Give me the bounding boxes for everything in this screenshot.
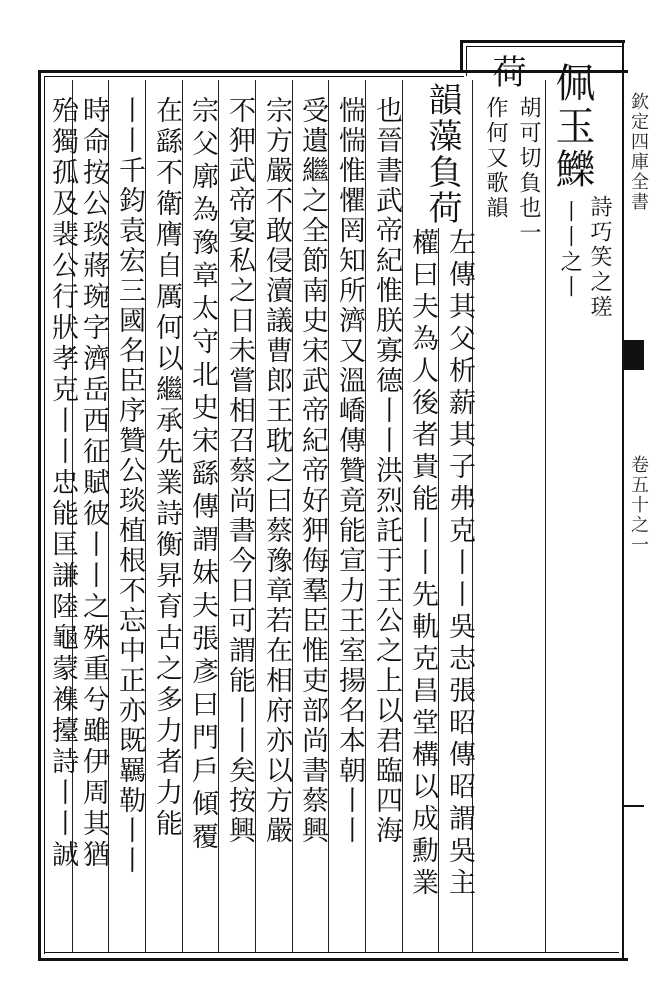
text-column-10: 丨丨千鈞袁宏三國名臣序贊公琰植根不忘中正亦既羈勒丨丨 [114,96,145,876]
text-column-7: 不狎武帝宴私之日未嘗相召蔡尚書今日可謂能丨丨矣按興 [224,96,255,846]
column-separator [365,80,366,952]
margin-volume: 卷五十之一 [628,455,649,555]
frame-bottom-line [38,958,628,961]
column-separator [328,80,329,952]
header-tab-left-inner-border [466,46,467,76]
fish-tail-mark [622,340,644,370]
column-separator [292,80,293,952]
text-column-6: 宗方嚴不敢侵瀆議曹郎王耽之曰蔡豫章若在相府亦以方嚴 [261,96,292,846]
frame-top-inner-line [44,76,464,77]
column-separator [545,80,546,952]
text-column-8: 宗父廓為豫章太守北史宋繇傳謂妹夫張彥曰門戶傾覆 [187,96,218,855]
text-column-11: 時命按公琰蔣琬字濟岳西征賦彼丨丨之殊重兮雖伊周其猶 [78,96,109,871]
margin-book-title: 欽定四庫全書 [628,92,649,212]
column-separator [182,80,183,952]
entry-head-char: 荷 [486,54,526,90]
header-tab-left-border [460,40,463,72]
frame-right-line [622,40,624,958]
column-separator [402,80,403,952]
column-separator [218,80,219,952]
column-separator [145,80,146,952]
header-sub: 詩巧笑之瑳 [587,195,612,320]
header-tab-border [460,40,625,43]
book-name: 佩玉鱳 [549,62,595,191]
frame-bottom-inner-line [44,952,619,953]
subhead-title: 韻藻負荷 [422,82,462,226]
frame-top-line [38,70,628,73]
text-column-9: 在繇不衛膺自厲何以繼承先業詩衡昇育古之多力者力能 [151,96,182,840]
text-column-2: 權曰夫為人後者貴能丨丨先軌克昌堂構以成勳業 [407,228,438,900]
frame-left-inner-line [44,76,45,954]
text-column-12: 殆獨孤及裴公行狀孝克丨丨忠能匡謙陸龜蒙襍擡詩丨丨誠 [47,96,78,871]
column-separator [255,80,256,952]
entry-reading-1: 胡可切負也一 [516,96,541,246]
column-separator [438,228,439,952]
text-column-5: 受遺繼之全節南史宋武帝紀帝好狎侮羣臣惟吏部尚書蔡興 [297,96,328,846]
header-tab-inner-border [466,46,622,47]
text-column-3: 也晉書武帝紀惟朕寡德丨丨洪烈託于王公之上以君臨四海 [371,96,402,846]
text-column-4: 惴惴惟懼罔知所濟又溫嶠傳贊竟能宣力王室揚名本朝丨丨 [334,96,365,846]
fish-tail-rule [622,805,644,807]
text-column-1: 左傳其父析薪其子弗克丨丨吳志張昭傳昭謂吳主 [444,228,475,900]
frame-left-line [38,70,41,960]
header-sub2: 丨丨之丨 [557,200,582,300]
entry-reading-2: 作何又歌韻 [483,96,508,221]
